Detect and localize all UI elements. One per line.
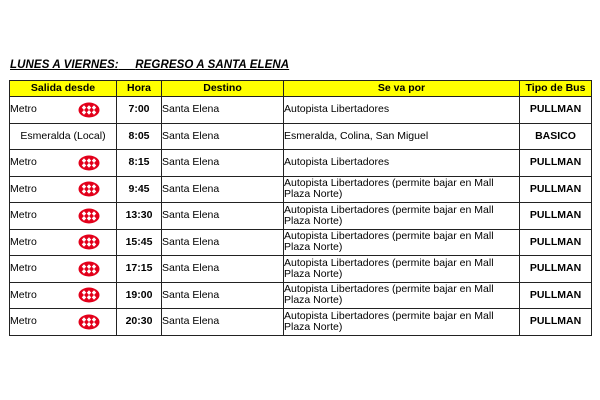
metro-logo-icon xyxy=(78,261,100,277)
cell-salida xyxy=(10,256,117,283)
cell-tipo: PULLMAN xyxy=(520,256,592,283)
table-row xyxy=(10,229,592,256)
salida-text: Metro xyxy=(10,182,37,195)
cell-hora: 20:30 xyxy=(117,309,162,336)
cell-via: Esmeralda, Colina, San Miguel xyxy=(284,123,520,150)
cell-tipo: PULLMAN xyxy=(520,176,592,203)
salida-text: Metro xyxy=(10,103,37,116)
cell-hora: 8:15 xyxy=(117,150,162,177)
cell-tipo: PULLMAN xyxy=(520,203,592,230)
table-row xyxy=(10,150,592,177)
cell-salida xyxy=(10,176,117,203)
cell-via: Autopista Libertadores (permite bajar en Mall Plaza Norte) xyxy=(284,229,520,256)
table-row xyxy=(10,309,592,336)
schedule-heading xyxy=(10,59,289,71)
cell-via: Autopista Libertadores (permite bajar en Mall Plaza Norte) xyxy=(284,309,520,336)
cell-via: Autopista Libertadores xyxy=(284,97,520,124)
cell-salida xyxy=(10,150,117,177)
table-row xyxy=(10,203,592,230)
cell-hora: 9:45 xyxy=(117,176,162,203)
cell-salida xyxy=(10,123,117,150)
cell-hora: 17:15 xyxy=(117,256,162,283)
table-row xyxy=(10,282,592,309)
salida-text: Metro xyxy=(10,156,37,169)
cell-via: Autopista Libertadores (permite bajar en Mall Plaza Norte) xyxy=(284,176,520,203)
cell-destino: Santa Elena xyxy=(162,229,284,256)
cell-destino: Santa Elena xyxy=(162,282,284,309)
cell-destino: Santa Elena xyxy=(162,97,284,124)
cell-destino: Santa Elena xyxy=(162,150,284,177)
col-header-destino: Destino xyxy=(162,81,284,97)
cell-destino: Santa Elena xyxy=(162,176,284,203)
cell-tipo: PULLMAN xyxy=(520,229,592,256)
cell-salida xyxy=(10,97,117,124)
col-header-salida: Salida desde xyxy=(10,81,117,97)
cell-salida xyxy=(10,203,117,230)
col-header-tipo: Tipo de Bus xyxy=(520,81,592,97)
metro-logo-icon xyxy=(78,287,100,303)
cell-tipo: BASICO xyxy=(520,123,592,150)
cell-hora: 15:45 xyxy=(117,229,162,256)
cell-salida xyxy=(10,229,117,256)
cell-destino: Santa Elena xyxy=(162,203,284,230)
cell-hora: 19:00 xyxy=(117,282,162,309)
cell-destino: Santa Elena xyxy=(162,256,284,283)
heading-days: LUNES A VIERNES: xyxy=(10,59,119,71)
metro-logo-icon xyxy=(78,155,100,171)
table-row xyxy=(10,123,592,150)
salida-text: Metro xyxy=(10,315,37,328)
salida-text: Esmeralda (Local) xyxy=(20,129,106,142)
cell-via: Autopista Libertadores (permite bajar en Mall Plaza Norte) xyxy=(284,256,520,283)
salida-text: Metro xyxy=(10,209,37,222)
cell-salida xyxy=(10,282,117,309)
cell-via: Autopista Libertadores (permite bajar en Mall Plaza Norte) xyxy=(284,282,520,309)
salida-text: Metro xyxy=(10,235,37,248)
metro-logo-icon xyxy=(78,102,100,118)
cell-tipo: PULLMAN xyxy=(520,282,592,309)
salida-text: Metro xyxy=(10,262,37,275)
cell-hora: 13:30 xyxy=(117,203,162,230)
cell-hora: 7:00 xyxy=(117,97,162,124)
table-row xyxy=(10,97,592,124)
cell-tipo: PULLMAN xyxy=(520,97,592,124)
col-header-hora: Hora xyxy=(117,81,162,97)
cell-salida xyxy=(10,309,117,336)
table-header-row xyxy=(10,81,592,97)
cell-destino: Santa Elena xyxy=(162,309,284,336)
cell-tipo: PULLMAN xyxy=(520,150,592,177)
metro-logo-icon xyxy=(78,208,100,224)
cell-destino: Santa Elena xyxy=(162,123,284,150)
cell-via: Autopista Libertadores xyxy=(284,150,520,177)
table-row xyxy=(10,256,592,283)
metro-logo-icon xyxy=(78,181,100,197)
col-header-via: Se va por xyxy=(284,81,520,97)
heading-route: REGRESO A SANTA ELENA xyxy=(135,59,290,71)
cell-tipo: PULLMAN xyxy=(520,309,592,336)
schedule-table xyxy=(9,80,592,336)
metro-logo-icon xyxy=(78,314,100,330)
cell-hora: 8:05 xyxy=(117,123,162,150)
salida-text: Metro xyxy=(10,288,37,301)
cell-via: Autopista Libertadores (permite bajar en Mall Plaza Norte) xyxy=(284,203,520,230)
metro-logo-icon xyxy=(78,234,100,250)
table-row xyxy=(10,176,592,203)
